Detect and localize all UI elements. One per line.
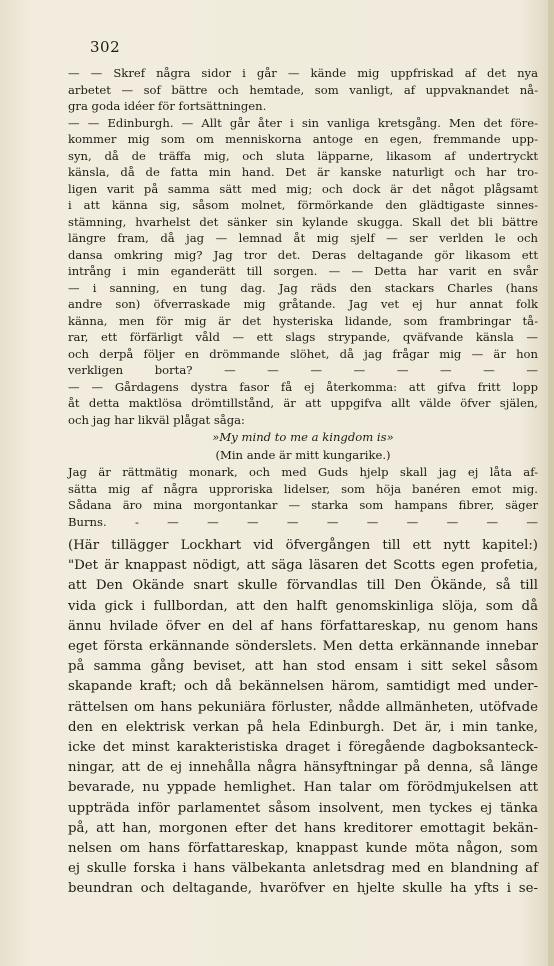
main-text	[68, 536, 538, 900]
text-line: ligen varit på samma sätt med mig; och dock är det något plågsamt	[68, 181, 538, 196]
text-line: Sådana äro mina morgontankar — starka som hampans fibrer, säger	[68, 498, 538, 512]
text-line: uppträda inför parlamentet såsom insolvent, men tyckes ej tänka	[68, 800, 538, 816]
text-line: vida gick i fullbordan, att den halft genomskinliga slöja, som då	[68, 598, 538, 614]
page-number: 302	[90, 38, 121, 56]
text-line: syn, då de träffa mig, och sluta läpparne, likasom af undertryckt	[68, 148, 538, 163]
text-line: bevarade, nu yppade hemlighet. Han talar om förödmjukelsen att	[68, 780, 538, 796]
text-line: Jag är rättmätig monark, och med Guds hjelp skall jag ej låta af-	[68, 465, 538, 479]
text-line: — — Gårdagens dystra fasor få ej återkomma: att gifva fritt lopp	[68, 379, 538, 394]
text-line: arbetet — sof bättre och hemtade, som vanligt, af uppvaknandet nå-	[68, 82, 538, 97]
text-line: andre son) öfverraskade mig gråtande. Jag vet ej hur annat folk	[68, 297, 538, 311]
text-line: rättelsen om hans pekuniära förluster, nådde allmänheten, utöfvade	[68, 699, 538, 715]
text-line: verkligen borta? — — — — — — — —	[68, 363, 538, 377]
page-text	[68, 65, 538, 900]
text-line: icke det minst karakteristiska draget i föregående dagboksanteck-	[68, 740, 538, 756]
text-line: "Det är knappast nödigt, att säga läsaren det Scotts egen profetia,	[68, 558, 538, 574]
text-line: känsla, då de fatta min hand. Det är kanske naturligt och har tro-	[68, 165, 538, 179]
verse-translation: (Min ande är mitt kungarike.)	[215, 447, 391, 462]
text-line: åt detta maktlösa drömtillstånd, är att uppgifva allt välde öfver själen,	[68, 396, 538, 410]
text-line: gra goda idéer för fortsättningen.	[68, 99, 267, 113]
text-line: rar, ett förfärligt våld — ett slags strypande, qväfvande känsla —	[68, 330, 538, 344]
text-line: att Den Okände snart skulle förvandlas till Den Ökände, så till	[68, 578, 538, 594]
text-line: i att känna sig, såsom molnet, förmörkande den glädtigaste sinnes-	[68, 198, 538, 212]
text-line: eget första erkännande sönderslets. Men detta erkännande innebar	[68, 639, 538, 655]
text-line: intrång i min eganderätt till sorgen. — — Detta har varit en svår	[68, 264, 538, 278]
text-line: ej skulle forska i hans välbekanta anletsdrag med en blandning af	[68, 861, 538, 877]
text-line: ännu hvilade öfver en del af hans författareskap, nu genom hans	[68, 618, 538, 634]
text-line: längre fram, då jag — lemnad åt mig sjelf — ser verlden le och	[68, 231, 538, 245]
page-edge	[548, 0, 554, 966]
text-line: — — Skref några sidor i går — kände mig uppfriskad af det nya	[68, 66, 538, 80]
diary-quote	[68, 65, 538, 530]
text-line: och derpå följer en drömmande slöhet, då jag frågar mig — är hon	[68, 346, 538, 361]
verse-line: »My mind to me a kingdom is»	[212, 430, 394, 444]
text-line: skapande kraft; och då bekännelsen härom, samtidigt med under-	[68, 679, 538, 695]
text-line: — i sanning, en tung dag. Jag räds den stackars Charles (hans	[68, 280, 538, 295]
text-line: kommer mig som om menniskorna antoge en egen, fremmande upp-	[68, 132, 538, 146]
text-line: på, att han, morgonen efter det hans kreditorer emottagit bekän-	[68, 820, 538, 836]
text-line: ningar, att de ej innehålla några hänsyftningar på denna, så länge	[68, 760, 538, 776]
text-line: dansa omkring mig? Jag tror det. Deras deltagande gör likasom ett	[68, 247, 538, 262]
text-line: Burns. - — — — — — — — — — —	[68, 514, 538, 529]
text-line: sätta mig af några upproriska lidelser, som höja banéren emot mig.	[68, 481, 538, 496]
text-line: (Här tillägger Lockhart vid öfvergången till ett nytt kapitel:)	[68, 538, 538, 553]
text-line: stämning, hvarhelst det sänker sin kylande skugga. Skall det bli bättre	[68, 214, 538, 229]
text-line: känna, men för mig är det hysteriska lidande, som frambringar tå-	[68, 313, 538, 328]
text-line: beundran och deltagande, hvaröfver en hjelte skulle ha yfts i se-	[68, 881, 538, 897]
text-line: — — Edinburgh. — Allt går åter i sin vanliga kretsgång. Men det före-	[68, 115, 538, 130]
text-line: den en elektrisk verkan på hela Edinburgh. Det är, i min tanke,	[68, 719, 538, 735]
text-line: på samma gång beviset, att han stod ensam i sitt sekel såsom	[68, 659, 538, 675]
text-line: och jag har likväl plågat såga:	[68, 412, 245, 427]
text-line: nelsen om hans författareskap, knappast kunde möta någon, som	[68, 841, 538, 857]
